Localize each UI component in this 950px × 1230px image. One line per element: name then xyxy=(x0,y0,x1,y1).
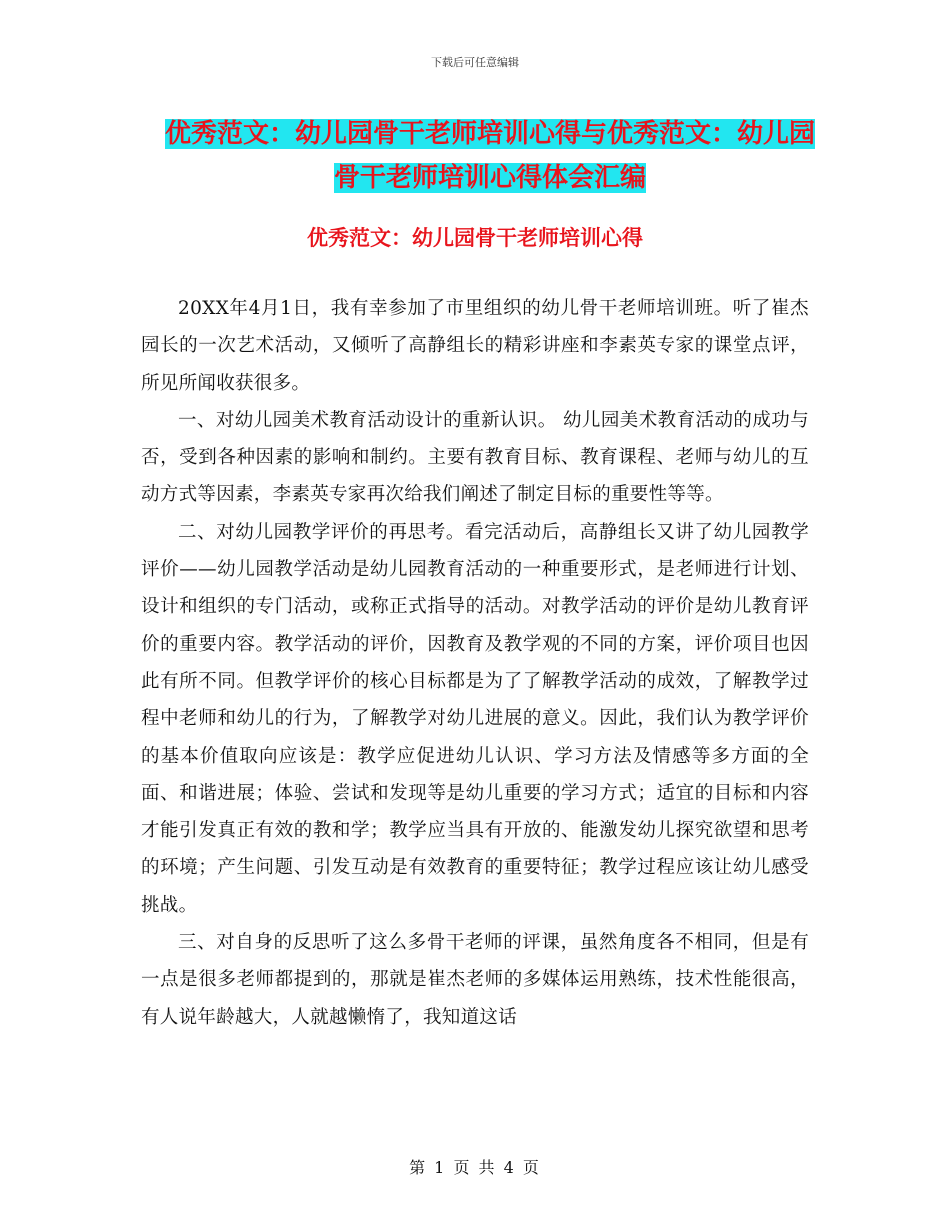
page-footer: 第 1 页 共 4 页 xyxy=(409,1158,541,1177)
paragraph: 20XX年4月1日，我有幸参加了市里组织的幼儿骨干老师培训班。听了崔杰园长的一次艺术活动，又倾听了高静组长的精彩讲座和李素英专家的课堂点评，所见所闻收获很多。 xyxy=(141,298,809,394)
paragraph: 二、对幼儿园教学评价的再思考。看完活动后，高静组长又讲了幼儿园教学评价——幼儿园教学活动是幼儿园教育活动的一种重要形式，是老师进行计划、设计和组织的专门活动，或称正式指导的活动。对教学活动的评价是幼儿教育评价的重要内容。教学活动的评价，因教育及教学观的不同的方案，评价项目也因此有所不同。但教学评价的核心目标都是为了了解教学活动的成效，了解教学过程中老师和幼儿的行为，了解教学对幼儿进展的意义。因此，我们认为教学评价的基本价值取向应该是：教学应促进幼儿认识、学习方法及情感等多方面的全面、和谐进展；体验、尝试和发现等是幼儿重要的学习方式；适宜的目标和内容才能引发真正有效的教和学；教学应当具有开放的、能激发幼儿探究欲望和思考的环境；产生问题、引发互动是有效教育的重要特征；教学过程应该让幼儿感受挑战。 xyxy=(141,521,809,916)
section-title: 优秀范文：幼儿园骨干老师培训心得 xyxy=(307,226,643,250)
paragraph: 三、对自身的反思听了这么多骨干老师的评课，虽然角度各不相同，但是有一点是很多老师都提到的，那就是崔杰老师的多媒体运用熟练，技术性能很高，有人说年龄越大，人就越懒惰了，我知道这话 xyxy=(141,932,809,1028)
body-text xyxy=(141,290,809,1036)
header-note: 下载后可任意编辑 xyxy=(431,56,519,69)
document-title-text: 优秀范文：幼儿园骨干老师培训心得与优秀范文：幼儿园骨干老师培训心得体会汇编 xyxy=(164,119,815,193)
paragraph: 一、对幼儿园美术教育活动设计的重新认识。 幼儿园美术教育活动的成功与否，受到各种因素的影响和制约。主要有教育目标、教育课程、老师与幼儿的互动方式等因素，李素英专家再次给我们阐述了制定目标的重要性等等。 xyxy=(141,409,809,506)
document-title xyxy=(160,112,820,200)
